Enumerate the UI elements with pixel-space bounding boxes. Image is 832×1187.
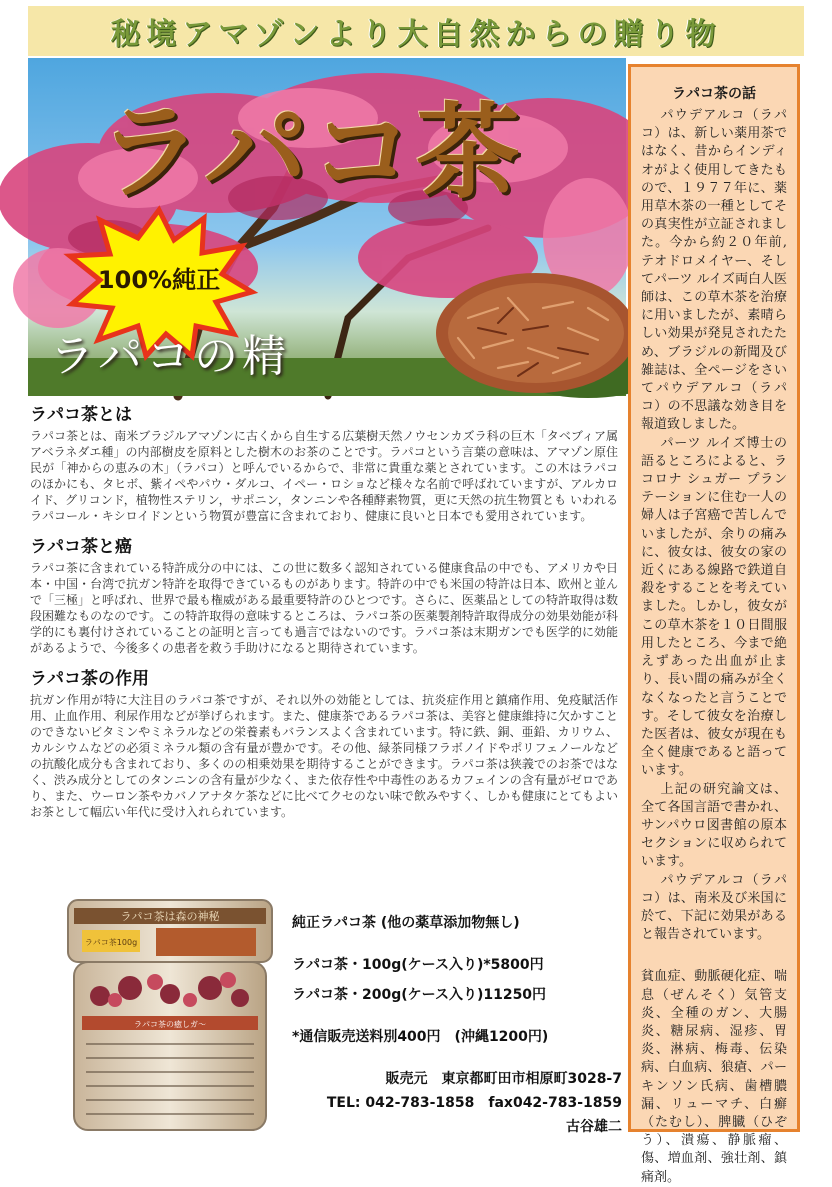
bark-chips-photo: [436, 273, 636, 393]
banner-text: 秘境アマゾンより大自然からの贈り物: [110, 17, 722, 52]
sidebar-title: ラパコ茶の話: [672, 86, 756, 102]
contact-phone-fax: TEL: 042-783-1858 fax042-783-1859: [326, 1095, 622, 1111]
tea-package-illustration: [60, 896, 280, 1136]
hero-subtitle: ラパコの精: [50, 331, 290, 382]
sidebar-paragraph: パウデアルコ（ラパコ）は、新しい薬用茶ではなく、昔からインディオがよく使用してきたもので、１９７７年に、薬用草木茶の一種としてその真実性が立証されました。今から約２０年前,テオドロメイヤー、そしてパーツ ルイズ両白人医師は、この草木茶を治療に用いましたが、素晴らしい効果が発見されたため、ブラジルの新聞及び雑誌は、全ページをさいてパウデアルコ（ラパコ）の不思議な効き目を報道致しました。: [641, 108, 787, 433]
product-package-photo: [60, 896, 280, 1136]
sidebar-story-box: [628, 64, 800, 1185]
top-banner: [28, 6, 804, 56]
main-content: [30, 400, 618, 828]
section-body: ラパコ茶に含まれている特許成分の中には、この世に数多く認知されている健康食品の中でも、アメリカや日本・中国・台湾で抗ガン特許を取得できているものがあります。特許の中でも米国の特許は日本、欧州と並んで「三極」と呼ばれ、世界で最も権威がある最重要特許のひとつです。さらに、医薬品としての特許取得は数段困難なものなのです。この特許取得の意味するところは、ラパコ茶の医薬製剤特許取得成分の効果効能が科学的にも裏付けされていることの証明と言っても過言ではないのです。ラパコ茶は末期ガンでも医学的に効能があるようで、今後多くの患者を救う手助けになると期待されています。: [30, 561, 618, 655]
seller-name: 古谷雄二: [566, 1119, 622, 1135]
section-title: ラパコ茶とは: [30, 405, 132, 425]
product-title: 純正ラパコ茶 (他の薬草添加物無し): [292, 915, 520, 931]
section-title: ラパコ茶と癌: [30, 537, 132, 557]
section-effects: [30, 664, 618, 820]
seller-address: 販売元 東京都町田市相原町3028-7: [385, 1071, 622, 1087]
shipping-note: *通信販売送料別400円 (沖縄1200円): [292, 1029, 549, 1045]
package-label: ラパコ茶は森の神秘: [120, 910, 220, 923]
sidebar-body: [641, 107, 787, 944]
price-200g: ラパコ茶・200g(ケース入り)11250円: [292, 987, 547, 1003]
price-100g: ラパコ茶・100g(ケース入り)*5800円: [292, 957, 544, 973]
sidebar-ailment-list: 貧血症、動脈硬化症、喘息（ぜんそく）気管支炎、全種のガン、大腸炎、糖尿病、湿疹、胃炎、淋病、梅毒、伝染病、白血病、狼瘡、パーキンソン氏病、歯槽膿漏、リューマチ、白癬（たむし）、脾臓（ひぞう）、潰瘍、静脈瘤、傷、増血剤、強壮剤、鎮痛剤。: [641, 969, 787, 1185]
sidebar-paragraph: パーツ ルイズ博士の語るところによると、ラコロナ シュガー プランテーションに住む一人の婦人は子宮癌で苦しんでいましたが、余りの痛みに、彼女は、彼女の家の近くにある線路で鉄道自殺をすることを考えていました。しかし，彼女がこの草木茶を１０日間服用したところ、今まで絶えずあった出血が止まり、長い間の痛みが全くなくなったと言うことです。そして彼女を治療した医者は、彼女が現在も全く健康であると語っています。: [641, 435, 787, 779]
section-body: 抗ガン作用が特に大注目のラパコ茶ですが、それ以外の効能としては、抗炎症作用と鎮痛作用、免疫賦活作用、止血作用、利尿作用などが挙げられます。また、健康茶であるラパコ茶は、美容と健康維持に欠かすことのできないビタミンやミネラルなどの栄養素もバランスよく含まれています。特に鉄、銅、亜鉛、カリウム、カルシウムなどの必須ミネラル類の含有量が豊かです。その他、緑茶同様フラボノイドやポリフェノールなどの抗酸化成分も含まれており、多くのの相乗効果を期待することができます。ラパコ茶は狭義でのお茶ではなく、渋み成分としてのタンニンの含有量が少なく、また依存性や中毒性のあるカフェインの含有量がゼロであり、また、ウーロン茶やカバノアナタケ茶などに比べてクセのない味で飲みやすく、しかも健康にとてもよいお茶として幅広い年代に受け入れられています。: [30, 693, 618, 819]
badge-text: 100%純正: [97, 266, 221, 294]
sidebar-paragraph: 上記の研究論文は、全て各国言語で書かれ、サンパウロ図書館の原本セクションに収められています。: [641, 781, 787, 870]
package-tag: ラパコ茶100g: [84, 938, 138, 947]
section-title: ラパコ茶の作用: [30, 669, 149, 689]
package-band-label: ラパコ茶の癒しガ〜: [134, 1020, 206, 1029]
section-cancer: [30, 532, 618, 656]
hero-title: ラパコ茶: [98, 90, 523, 213]
hero-image: [28, 58, 626, 396]
product-info: [292, 912, 622, 1136]
section-body: ラパコ茶とは、南米ブラジルアマゾンに古くから自生する広葉樹天然ノウセンカズラ科の巨木「タベブィア属アベラネダエ種」の内部樹皮を原料とした樹木のお茶のことです。ラパコという言葉の意味は、アマゾン原住民が「神からの恵みの木」（ラパコ）と呼んでいるからで、非常に貴重な薬とされています。この木はラパコのほかにも、タヒボ、紫イペやパウ・ダルコ、イペー・ロショなど様々な名前で呼ばれていますが、アルカロイド、グリコンド，植物性ステリン，サポニン，タンニンや各種酵素物質，更に天然の抗生物質とも いわれるラパコール・キシロイドンという物質が豊富に含まれており、健康に良いと日本でも愛用されています。: [30, 429, 618, 523]
sidebar-paragraph: パウデアルコ（ラパコ）は、南米及び米国に於て、下記に効果があると報告されています。: [641, 872, 787, 943]
section-about: [30, 400, 618, 524]
